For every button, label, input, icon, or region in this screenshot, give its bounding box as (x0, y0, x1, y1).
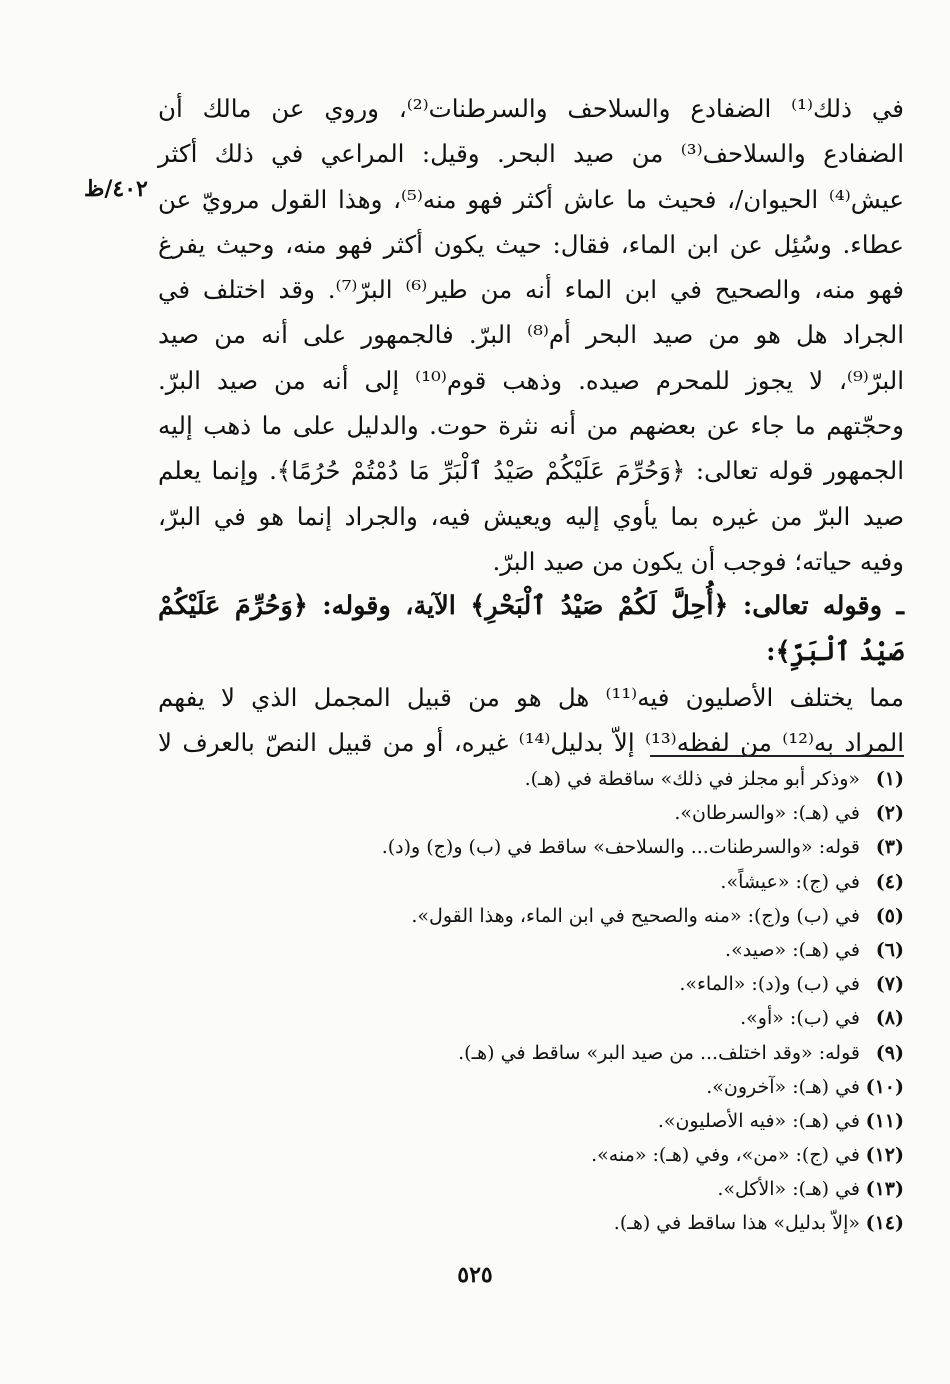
footnote-number: (٢) (875, 802, 904, 825)
footnote-item (150, 899, 904, 933)
footnote-item (150, 865, 904, 899)
footnote-text: «وذكر أبو مجلز في ذلك» ساقطة في (هـ). (524, 768, 860, 790)
footnote-number: (١٢) (865, 1144, 904, 1167)
footnote-text: في (ب) و(ج): «منه والصحيح في ابن الماء، وهذا القول». (411, 904, 860, 927)
footnote-number: (٦) (875, 938, 904, 961)
body-line: الجمهور قوله تعالى: ﴿وَحُرِّمَ عَلَيْكُمْ صَيْدُ ٱلْبَرِّ مَا دُمْتُمْ حُرُمًا﴾. وإنما يعلم (158, 456, 904, 486)
footnote-text: في (ج): «من»، وفي (هـ): «منه». (591, 1144, 860, 1167)
footnote-text: في (ب): «أو». (740, 1007, 860, 1030)
footnote-item (150, 1070, 904, 1104)
footnote-text: في (هـ): «آخرون». (706, 1075, 860, 1098)
footnote-item (150, 1138, 904, 1172)
footnote-text: في (هـ): «الأكل». (717, 1178, 860, 1201)
footnote-number: (١٤) (865, 1212, 904, 1235)
section-heading-line: صَيْدُ ٱلْبَرِّ﴾: (766, 636, 904, 667)
footnote-number: (١٠) (865, 1075, 904, 1098)
footnote-number: (٤) (875, 870, 904, 893)
page-number: ٥٢٥ (457, 1262, 493, 1288)
footnote-text: في (هـ): «فيه الأصليون». (657, 1109, 860, 1132)
footnote-text: قوله: «والسرطنات... والسلاحف» ساقط في (ب) و(ج) و(د). (381, 836, 860, 859)
body-line: عيش⁽⁴⁾ الحيوان/، فحيث ما عاش أكثر فهو منه⁽⁵⁾، وهذا القول مرويّ عن (158, 184, 904, 214)
footnote-text: «إلاّ بدليل» هذا ساقط في (هـ). (613, 1212, 860, 1235)
body-line: الضفادع والسلاحف⁽³⁾ من صيد البحر. وقيل: المراعي في ذلك أكثر (158, 139, 904, 169)
footnote-number: (١) (875, 768, 904, 790)
footnote-item (150, 1036, 904, 1070)
footnote-item (150, 1206, 904, 1240)
footnote-text: في (ب) و(د): «الماء». (679, 973, 860, 996)
margin-folio-note: ٤٠٢/ظ (84, 176, 148, 202)
footnote-item (150, 762, 904, 796)
footnote-text: قوله: «وقد اختلف... من صيد البر» ساقط في (هـ). (458, 1041, 860, 1064)
body-line: المراد به⁽¹²⁾ من لفظه⁽¹³⁾ إلاّ بدليل⁽¹⁴⁾ غيره، أو من قبيل النصّ بالعرف لا (158, 728, 904, 758)
footnote-number: (١١) (865, 1109, 904, 1132)
footnote-number: (٧) (875, 973, 904, 996)
footnote-text: في (هـ): «صيد». (725, 938, 860, 961)
footnote-item (150, 967, 904, 1001)
footnote-item (150, 830, 904, 864)
section-heading-line: ـ وقوله تعالى: ﴿أُحِلَّ لَكُمْ صَيْدُ ٱلْبَحْرِ﴾ الآية، وقوله: ﴿وَحُرِّمَ عَلَيْكُمْ (158, 591, 904, 622)
body-line: وحجّتهم ما جاء عن بعضهم من أنه نثرة حوت. والدليل على ما ذهب إليه (158, 411, 904, 441)
footnote-number: (٥) (875, 904, 904, 927)
main-text (158, 86, 904, 765)
footnote-number: (٩) (875, 1041, 904, 1064)
footnote-number: (٨) (875, 1007, 904, 1030)
footnotes (150, 762, 904, 1241)
body-line: في ذلك⁽¹⁾ الضفادع والسلاحف والسرطنات⁽²⁾، وروي عن مالك أن (158, 94, 904, 123)
footnote-text: في (هـ): «والسرطان». (674, 802, 860, 825)
body-line: صيد البرّ من غيره بما يأوي إليه ويعيش فيه، والجراد إنما هو في البرّ، (158, 501, 904, 531)
footnote-number: (٣) (875, 836, 904, 859)
body-line: الجراد هل هو من صيد البحر أم⁽⁸⁾ البرّ. فالجمهور على أنه من صيد (158, 320, 905, 350)
footnote-item (150, 933, 904, 967)
body-line: فهو منه، والصحيح في ابن الماء أنه من طير⁽⁶⁾ البرّ⁽⁷⁾. وقد اختلف في (158, 275, 904, 305)
footnote-item (150, 796, 904, 830)
footnote-text: في (ج): «عيشاً». (720, 870, 860, 893)
body-line: البرّ⁽⁹⁾، لا يجوز للمحرم صيده. وذهب قوم⁽¹⁰⁾ إلى أنه من صيد البرّ. (158, 365, 904, 395)
footnote-item (150, 1172, 904, 1206)
footnote-item (150, 1104, 904, 1138)
body-line: وفيه حياته؛ فوجب أن يكون من صيد البرّ. (492, 546, 904, 576)
body-line: مما يختلف الأصليون فيه⁽¹¹⁾ هل هو من قبيل المجمل الذي لا يفهم (158, 682, 904, 712)
body-line: عطاء. وسُئِل عن ابن الماء، فقال: حيث يكون أكثر فهو منه، وحيث يفرغ (158, 229, 904, 259)
footnote-number: (١٣) (865, 1178, 904, 1201)
footnote-separator (650, 755, 904, 757)
footnote-item (150, 1001, 904, 1035)
